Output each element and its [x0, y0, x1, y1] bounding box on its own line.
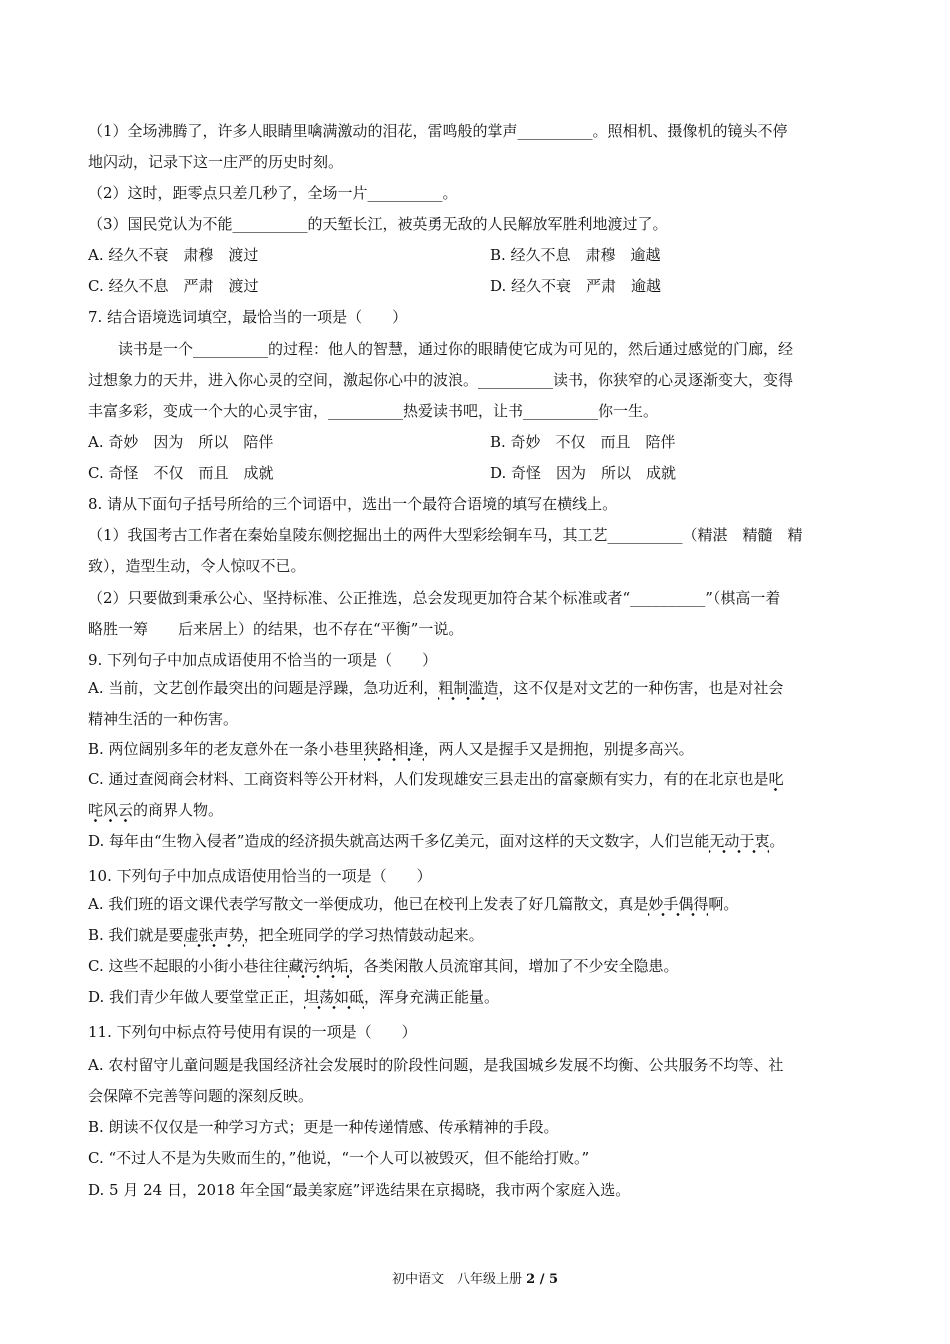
q7-options-row-2: [88, 463, 868, 483]
q11-question: 11. 下列句中标点符号使用有误的一项是（ ）: [88, 1023, 417, 1041]
q6-options-row-1: [88, 245, 868, 265]
dotted-idiom: 虚张声势: [184, 926, 244, 948]
q9-option-c-line-1: C. 通过查阅商会材料、工商资料等公开材料，人们发现雄安三县走出的富豪颇有实力，有的在北京也是叱: [88, 769, 868, 789]
q9-option-d: D. 每年由“生物入侵者”造成的经济损失就高达两千多亿美元，面对这样的天文数字，人们岂能无动于衷。: [88, 831, 868, 851]
q10-option-a: A. 我们班的语文课代表学写散文一举便成功，他已在校刊上发表了好几篇散文，真是妙手偶得啊。: [88, 894, 868, 914]
q7-question: 7. 结合语境选词填空，最恰当的一项是（ ）: [88, 308, 408, 326]
dotted-idiom: 坦荡如砥: [304, 988, 364, 1010]
q10-option-c: C. 这些不起眼的小街小巷往往藏污纳垢，各类闲散人员流窜其间，增加了不少安全隐患。: [88, 956, 868, 976]
page-number: 2 / 5: [526, 1272, 559, 1287]
q8-sentence-2-line-1: （2）只要做到秉承公心、坚持标准、公正推选，总会发现更加符合某个标准或者“__________”（棋高一着: [88, 589, 781, 607]
dotted-idiom: 狭路相逢: [364, 740, 424, 762]
q7-passage-line-2: 过想象力的天井，进入你心灵的空间，激起你心中的波浪。__________读书，你狭窄的心灵逐渐变大，变得: [88, 371, 794, 389]
q11-option-a-line-1: A. 农村留守儿童问题是我国经济社会发展时的阶段性问题，是我国城乡发展不均衡、公共服务不均等、社: [88, 1056, 784, 1074]
q11-option-c: C. “不过人不是为失败而生的，”他说，“一个人可以被毁灭，但不能给打败。”: [88, 1149, 590, 1167]
q8-sentence-2-line-2: 略胜一筹 后来居上）的结果，也不存在“平衡”一说。: [88, 620, 464, 638]
q10-option-d: D. 我们青少年做人要堂堂正正，坦荡如砥，浑身充满正能量。: [88, 987, 868, 1007]
q7-option-c: C. 奇怪 不仅 而且 成就: [88, 464, 274, 482]
dotted-idiom: 粗制滥造: [438, 679, 498, 701]
page-footer: [0, 1271, 950, 1289]
q9-option-a-line-2: 精神生活的一种伤害。: [88, 710, 239, 728]
dotted-idiom: 咤风云: [88, 801, 133, 823]
dotted-idiom: 叱: [768, 770, 783, 792]
q6-sentence-1-line-2: 地闪动，记录下这一庄严的历史时刻。: [88, 153, 344, 171]
q6-option-d: D. 经久不衰 严肃 逾越: [490, 277, 662, 295]
dotted-idiom: 无动于衷: [709, 832, 769, 854]
q6-sentence-3: （3）国民党认为不能__________的天堑长江，被英勇无敌的人民解放军胜利地渡过了。: [88, 215, 668, 233]
q7-passage-line-1: 读书是一个__________的过程：他人的智慧，通过你的眼睛使它成为可见的，然后通过感觉的门廊，经: [118, 340, 794, 358]
q6-sentence-1-line-1: （1）全场沸腾了，许多人眼睛里噙满激动的泪花，雷鸣般的掌声__________。照相机、摄像机的镜头不停: [88, 122, 788, 140]
dotted-idiom: 妙手偶得: [648, 895, 708, 917]
q10-option-b: B. 我们就是要虚张声势，把全班同学的学习热情鼓动起来。: [88, 925, 868, 945]
q6-option-b: B. 经久不息 肃穆 逾越: [490, 246, 661, 264]
q6-option-c: C. 经久不息 严肃 渡过: [88, 277, 259, 295]
q9-option-c-line-2: 咤风云的商界人物。: [88, 800, 868, 820]
q7-passage-line-3: 丰富多彩，变成一个大的心灵宇宙，__________热爱读书吧，让书__________你一生。: [88, 402, 659, 420]
q7-option-d: D. 奇怪 因为 所以 成就: [490, 464, 677, 482]
q11-option-d: D. 5 月 24 日，2018 年全国“最美家庭”评选结果在京揭晓，我市两个家庭入选。: [88, 1181, 631, 1199]
q7-options-row-1: [88, 432, 868, 452]
q7-option-a: A. 奇妙 因为 所以 陪伴: [88, 433, 274, 451]
q10-question: 10. 下列句子中加点成语使用恰当的一项是（ ）: [88, 867, 432, 885]
q8-sentence-1-line-1: （1）我国考古工作者在秦始皇陵东侧挖掘出土的两件大型彩绘铜车马，其工艺__________（精湛 精髓 精: [88, 526, 803, 544]
q9-option-b: B. 两位阔别多年的老友意外在一条小巷里狭路相逢，两人又是握手又是拥抱，别提多高兴。: [88, 739, 868, 759]
q11-option-a-line-2: 会保障不完善等问题的深刻反映。: [88, 1087, 314, 1105]
q6-options-row-2: [88, 276, 868, 296]
q8-question: 8. 请从下面句子括号所给的三个词语中，选出一个最符合语境的填写在横线上。: [88, 495, 618, 513]
q8-sentence-1-line-2: 致），造型生动，令人惊叹不已。: [88, 557, 306, 575]
dotted-idiom: 藏污纳垢: [288, 957, 348, 979]
q9-question: 9. 下列句子中加点成语使用不恰当的一项是（ ）: [88, 651, 438, 669]
q6-sentence-2: （2）这时，距零点只差几秒了，全场一片__________。: [88, 184, 458, 202]
footer-subject: 初中语文 八年级上册: [391, 1272, 527, 1287]
q6-option-a: A. 经久不衰 肃穆 渡过: [88, 246, 259, 264]
q9-option-a-line-1: A. 当前，文艺创作最突出的问题是浮躁，急功近利，粗制滥造，这不仅是对文艺的一种伤害，也是对社会: [88, 678, 868, 698]
q7-option-b: B. 奇妙 不仅 而且 陪伴: [490, 433, 676, 451]
q11-option-b: B. 朗读不仅仅是一种学习方式；更是一种传递情感、传承精神的手段。: [88, 1118, 559, 1136]
